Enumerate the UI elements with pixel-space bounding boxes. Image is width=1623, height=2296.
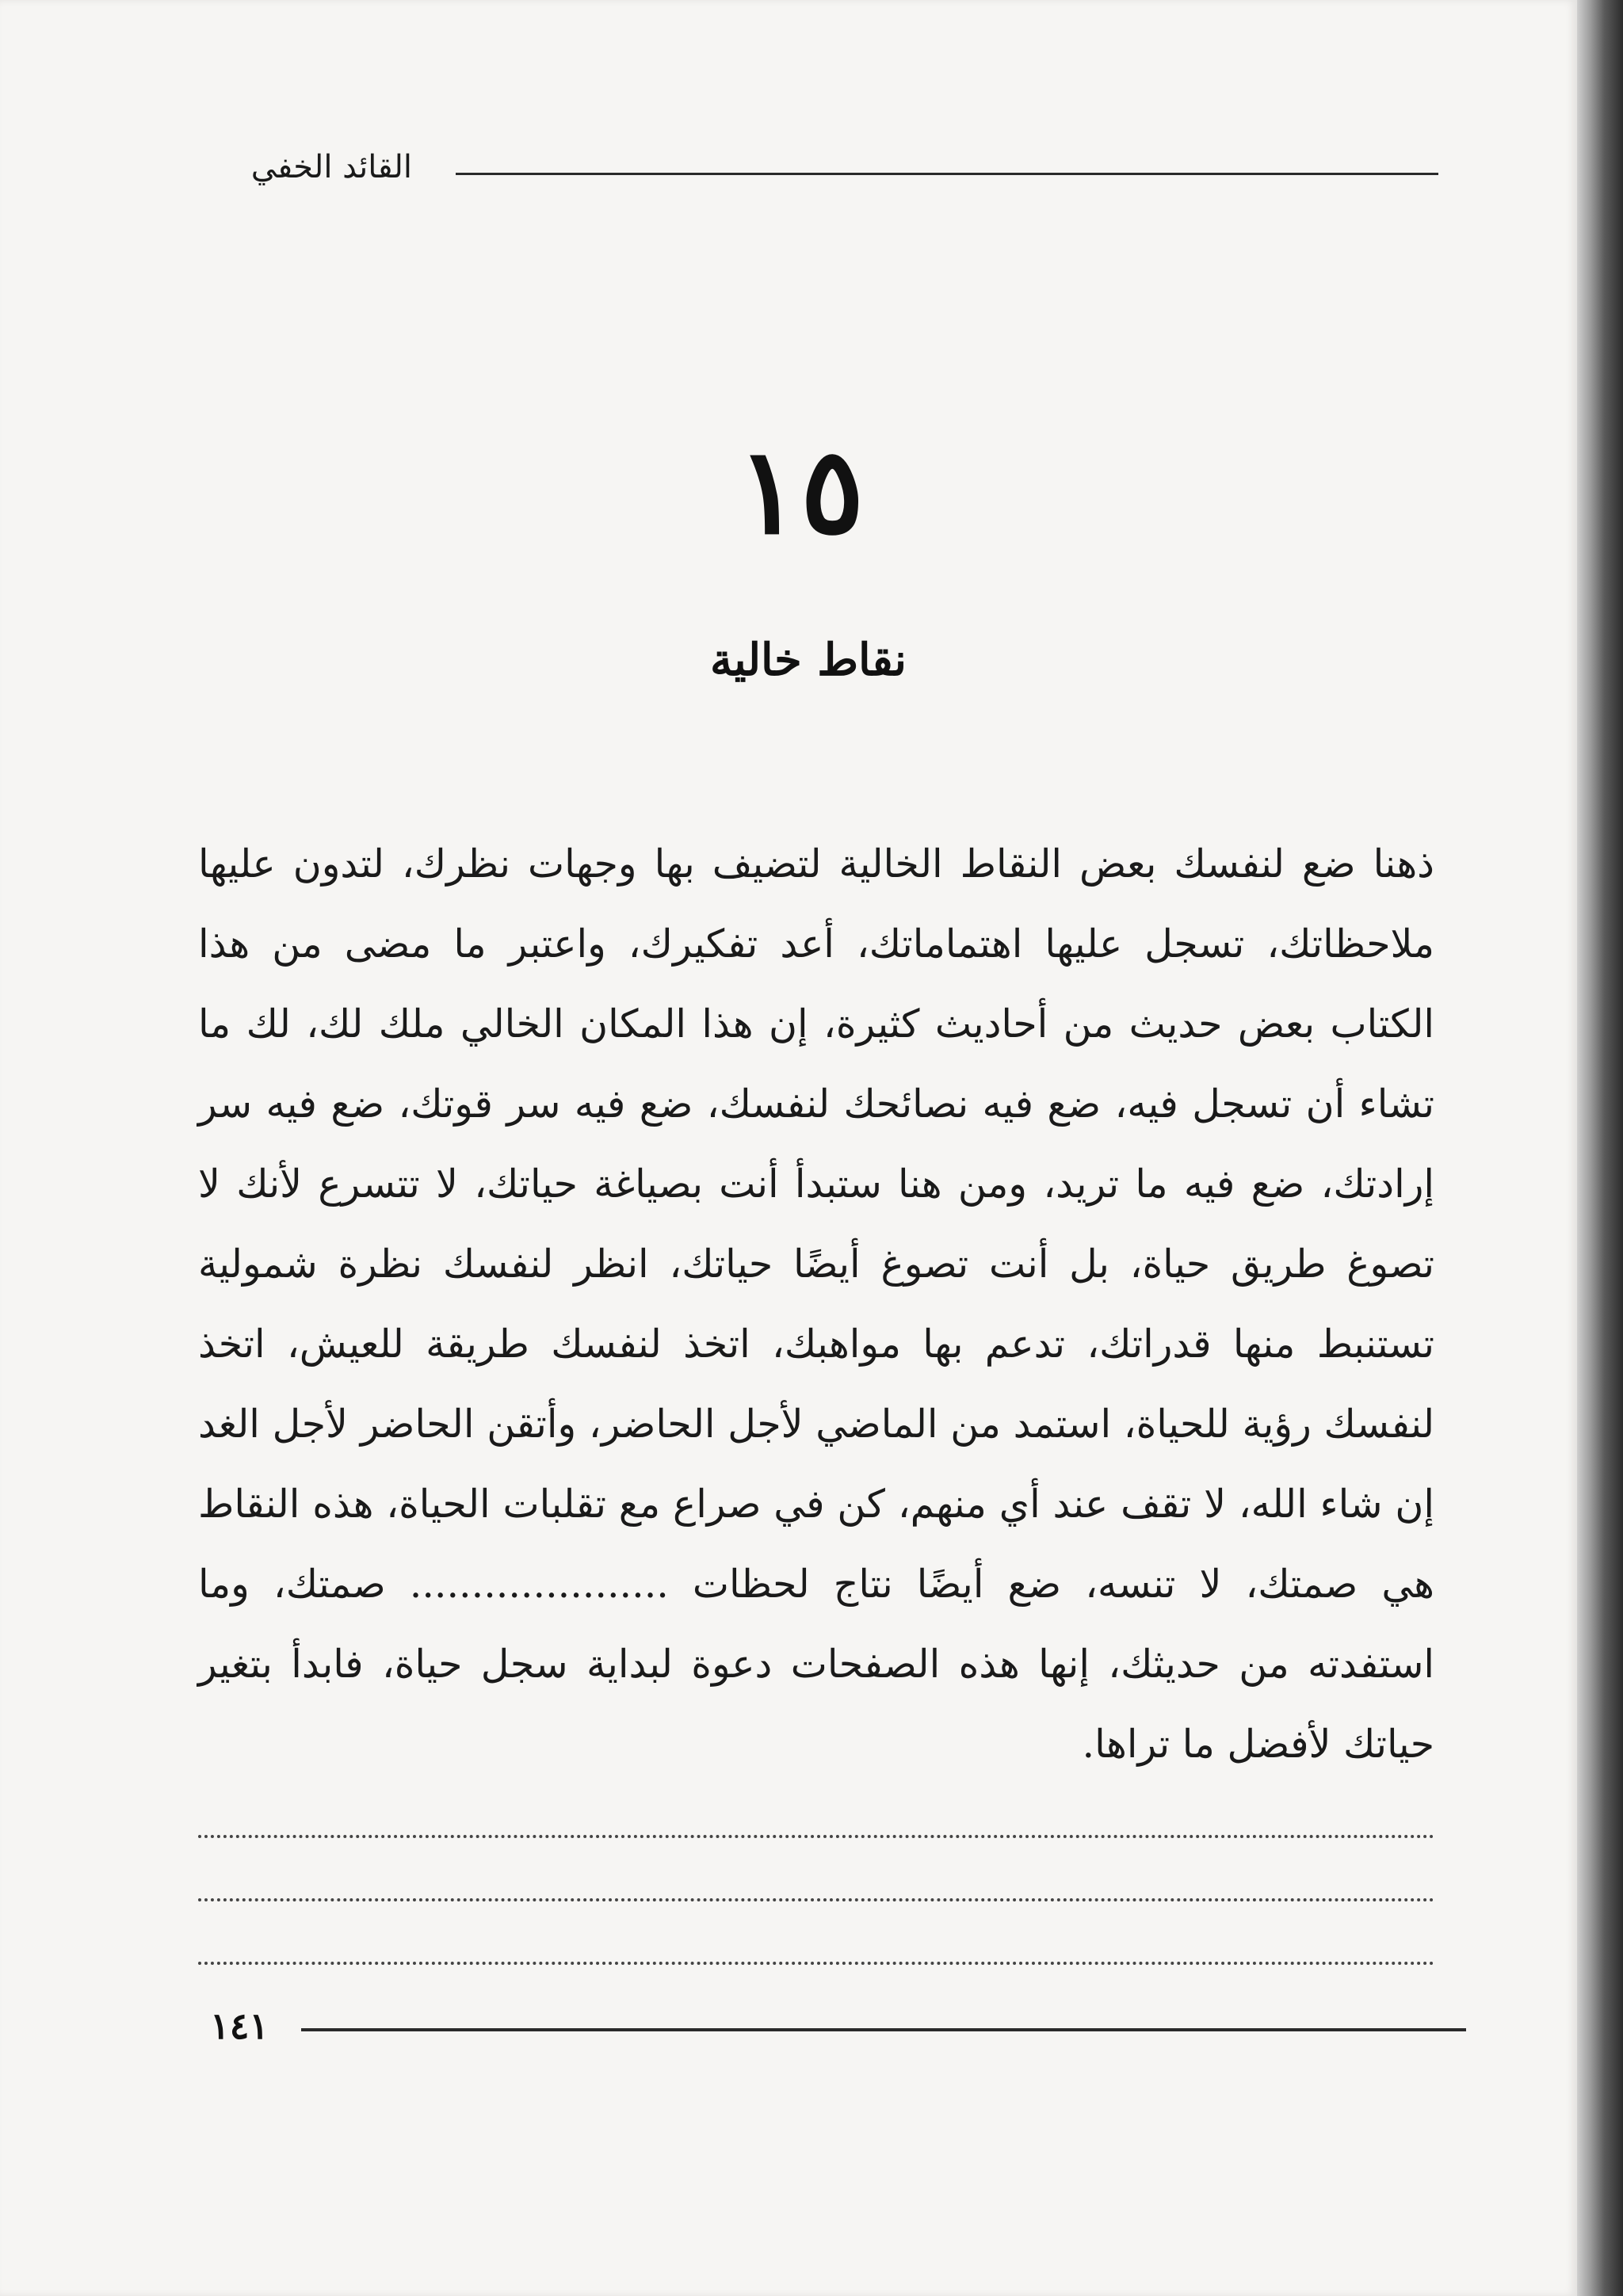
footer-rule bbox=[301, 2028, 1466, 2031]
page-number: ١٤١ bbox=[210, 2004, 269, 2047]
body-paragraph: ذهنا ضع لنفسك بعض النقاط الخالية لتضيف بها وجهات نظرك، لتدون عليها ملاحظاتك، تسجل عليها اهتماماتك، أعد تفكيرك، واعتبر ما مضى من هذا الكتاب بعض حديث من أحاديث كثيرة، إن هذا المكان الخالي ملك لك، لك ما تشاء أن تسجل فيه، ضع فيه نصائحك لنفسك، ضع فيه سر قوتك، ضع فيه سر إرادتك، ضع فيه ما تريد، ومن هنا ستبدأ أنت بصياغة حياتك، لا تتسرع لأنك لا تصوغ طريق حياة، بل أنت تصوغ أيضًا حياتك، انظر لنفسك نظرة شمولية تستنبط منها قدراتك، تدعم بها مواهبك، اتخذ لنفسك طريقة للعيش، اتخذ لنفسك رؤية للحياة، استمد من الماضي لأجل الحاضر، وأتقن الحاضر لأجل الغد إن شاء الله، لا تقف عند أي منهم، كن في صراع مع تقلبات الحياة، هذه النقاط هي صمتك، لا تنسه، ضع أيضًا نتاج لحظات ..................... صمتك، وما استفدته من حديثك، إنها هذه الصفحات دعوة لبداية سجل حياة، فابدأ بتغير حياتك لأفضل ما تراها. bbox=[198, 841, 1434, 1767]
notes-lines bbox=[198, 1775, 1434, 1965]
book-spine-edge bbox=[1577, 0, 1623, 2296]
dotted-note-line bbox=[198, 1775, 1434, 1838]
header-rule bbox=[456, 173, 1438, 175]
chapter-number: ١٥ bbox=[736, 421, 865, 561]
chapter-title: نقاط خالية bbox=[710, 634, 907, 686]
dotted-note-line bbox=[198, 1838, 1434, 1901]
running-header-title: القائد الخفي bbox=[250, 149, 412, 185]
running-header bbox=[0, 143, 1577, 206]
body-text bbox=[198, 824, 1434, 1784]
page-footer bbox=[0, 2004, 1577, 2068]
dotted-note-line bbox=[198, 1901, 1434, 1965]
